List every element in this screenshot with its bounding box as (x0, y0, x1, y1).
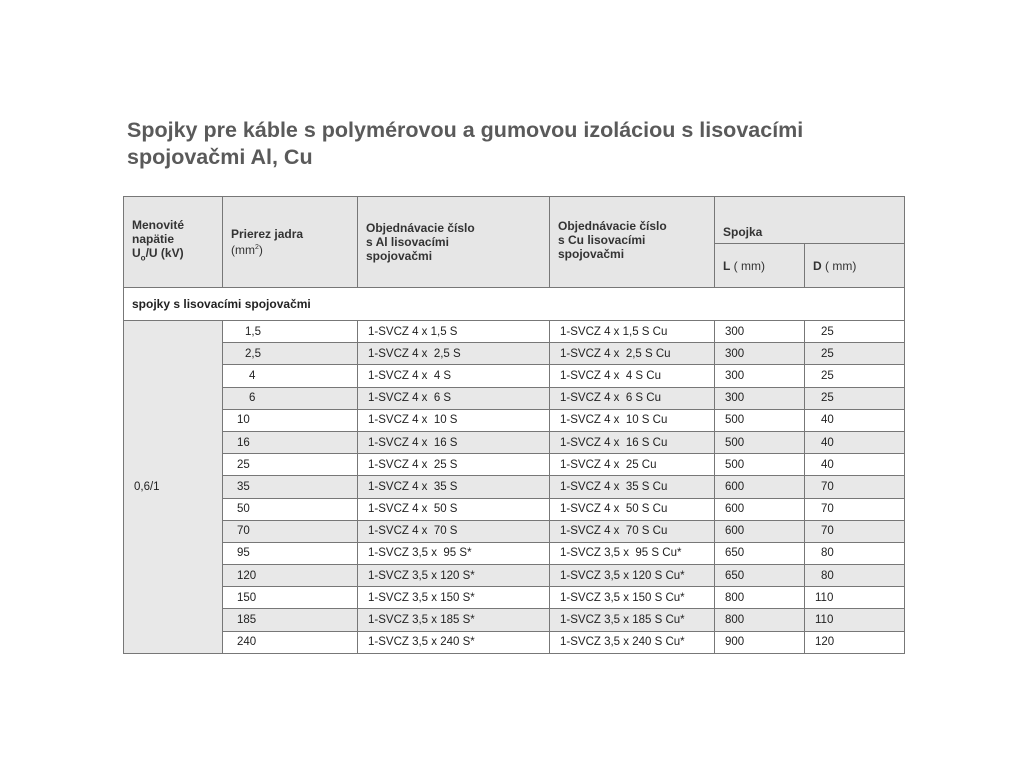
table-row (124, 498, 905, 520)
length-cell: 300 (715, 387, 805, 409)
length-cell: 900 (715, 631, 805, 653)
cu-order-cell: 1-SVCZ 4 x 25 Cu (550, 454, 715, 476)
al-order-cell: 1-SVCZ 4 x 35 S (358, 476, 550, 498)
diameter-cell: 25 (805, 343, 905, 365)
table-row (124, 454, 905, 476)
cross-section-cell: 35 (223, 476, 358, 498)
length-cell: 600 (715, 476, 805, 498)
table-row (124, 409, 905, 431)
cross-section-cell: 70 (223, 520, 358, 542)
length-cell: 300 (715, 365, 805, 387)
length-cell: 800 (715, 609, 805, 631)
cu-order-cell: 1-SVCZ 3,5 x 150 S Cu* (550, 587, 715, 609)
length-cell: 650 (715, 542, 805, 564)
cu-order-cell: 1-SVCZ 3,5 x 95 S Cu* (550, 542, 715, 564)
cross-section-cell: 16 (223, 431, 358, 453)
length-cell: 300 (715, 343, 805, 365)
al-order-cell: 1-SVCZ 4 x 6 S (358, 387, 550, 409)
diameter-cell: 25 (805, 321, 905, 343)
al-order-cell: 1-SVCZ 4 x 50 S (358, 498, 550, 520)
al-order-cell: 1-SVCZ 4 x 10 S (358, 409, 550, 431)
diameter-cell: 70 (805, 520, 905, 542)
cross-section-cell: 150 (223, 587, 358, 609)
cross-section-cell: 185 (223, 609, 358, 631)
length-cell: 650 (715, 565, 805, 587)
cu-order-cell: 1-SVCZ 3,5 x 240 S Cu* (550, 631, 715, 653)
table-row (124, 343, 905, 365)
diameter-cell: 25 (805, 365, 905, 387)
cross-section-cell: 95 (223, 542, 358, 564)
al-order-cell: 1-SVCZ 4 x 25 S (358, 454, 550, 476)
cu-order-cell: 1-SVCZ 3,5 x 120 S Cu* (550, 565, 715, 587)
diameter-cell: 40 (805, 409, 905, 431)
diameter-cell: 70 (805, 476, 905, 498)
table-row (124, 321, 905, 343)
cu-order-cell: 1-SVCZ 4 x 50 S Cu (550, 498, 715, 520)
length-cell: 600 (715, 520, 805, 542)
diameter-cell: 40 (805, 431, 905, 453)
document-title: Spojky pre káble s polymérovou a gumovou izoláciou s lisovacími spojovačmi Al, Cu (127, 118, 804, 169)
voltage-cell: 0,6/1 (124, 321, 223, 654)
cross-section-cell: 4 (223, 365, 358, 387)
cross-section-cell: 2,5 (223, 343, 358, 365)
length-cell: 800 (715, 587, 805, 609)
cross-section-cell: 50 (223, 498, 358, 520)
diameter-cell: 70 (805, 498, 905, 520)
length-cell: 600 (715, 498, 805, 520)
header-diameter: D ( mm) (805, 244, 905, 288)
header-voltage: Menovité napätie $U_o/U$ (kV) (124, 197, 223, 288)
al-order-cell: 1-SVCZ 4 x 1,5 S (358, 321, 550, 343)
table-row (124, 365, 905, 387)
cu-order-cell: 1-SVCZ 4 x 1,5 S Cu (550, 321, 715, 343)
cross-section-cell: 25 (223, 454, 358, 476)
section-label: spojky s lisovacími spojovačmi (124, 288, 905, 321)
length-cell: 300 (715, 321, 805, 343)
cross-section-cell: 6 (223, 387, 358, 409)
diameter-cell: 110 (805, 587, 905, 609)
cross-section-cell: 120 (223, 565, 358, 587)
diameter-cell: 80 (805, 542, 905, 564)
table-row (124, 542, 905, 564)
cu-order-cell: 1-SVCZ 4 x 6 S Cu (550, 387, 715, 409)
table-row (124, 565, 905, 587)
diameter-cell: 110 (805, 609, 905, 631)
header-al-order-number: Objednávacie číslo s Al lisovacími spojovačmi (358, 197, 550, 288)
al-order-cell: 1-SVCZ 4 x 4 S (358, 365, 550, 387)
diameter-cell: 80 (805, 565, 905, 587)
cross-section-cell: 240 (223, 631, 358, 653)
cu-order-cell: 1-SVCZ 3,5 x 185 S Cu* (550, 609, 715, 631)
header-spojka: Spojka (715, 197, 905, 244)
table-row (124, 431, 905, 453)
al-order-cell: 1-SVCZ 4 x 2,5 S (358, 343, 550, 365)
table-row (124, 609, 905, 631)
diameter-cell: 40 (805, 454, 905, 476)
cu-order-cell: 1-SVCZ 4 x 16 S Cu (550, 431, 715, 453)
al-order-cell: 1-SVCZ 3,5 x 120 S* (358, 565, 550, 587)
cu-order-cell: 1-SVCZ 4 x 10 S Cu (550, 409, 715, 431)
al-order-cell: 1-SVCZ 4 x 70 S (358, 520, 550, 542)
header-length: L ( mm) (715, 244, 805, 288)
al-order-cell: 1-SVCZ 3,5 x 95 S* (358, 542, 550, 564)
cross-section-cell: 10 (223, 409, 358, 431)
diameter-cell: 120 (805, 631, 905, 653)
al-order-cell: 1-SVCZ 3,5 x 240 S* (358, 631, 550, 653)
length-cell: 500 (715, 409, 805, 431)
cu-order-cell: 1-SVCZ 4 x 4 S Cu (550, 365, 715, 387)
table-row (124, 631, 905, 653)
cu-order-cell: 1-SVCZ 4 x 2,5 S Cu (550, 343, 715, 365)
cu-order-cell: 1-SVCZ 4 x 35 S Cu (550, 476, 715, 498)
table-row (124, 387, 905, 409)
cu-order-cell: 1-SVCZ 4 x 70 S Cu (550, 520, 715, 542)
al-order-cell: 1-SVCZ 3,5 x 185 S* (358, 609, 550, 631)
length-cell: 500 (715, 454, 805, 476)
table-row (124, 476, 905, 498)
product-table (123, 196, 905, 654)
header-cross-section: Prierez jadra $(mm^2)$ (223, 197, 358, 288)
al-order-cell: 1-SVCZ 3,5 x 150 S* (358, 587, 550, 609)
al-order-cell: 1-SVCZ 4 x 16 S (358, 431, 550, 453)
diameter-cell: 25 (805, 387, 905, 409)
table-row (124, 587, 905, 609)
header-cu-order-number: Objednávacie číslo s Cu lisovacími spojovačmi (550, 197, 715, 288)
table-row (124, 520, 905, 542)
cross-section-cell: 1,5 (223, 321, 358, 343)
length-cell: 500 (715, 431, 805, 453)
